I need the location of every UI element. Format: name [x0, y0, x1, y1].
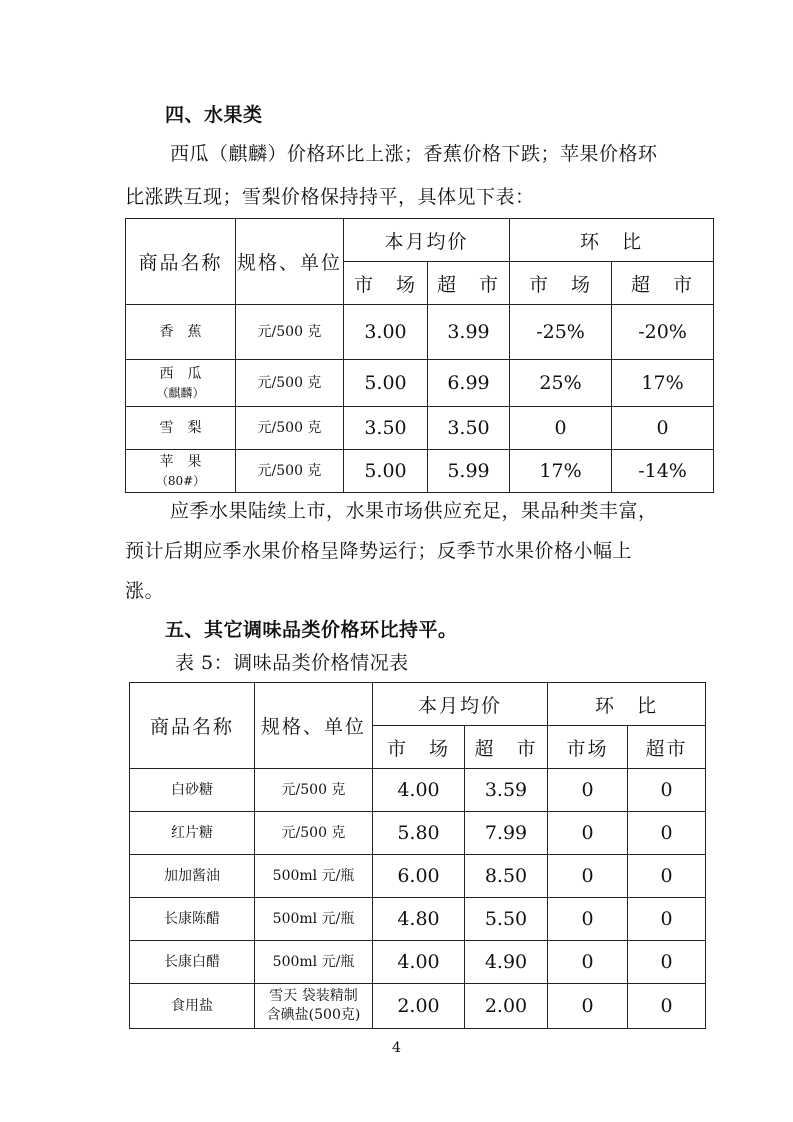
fruit-market-price: 3.50 — [344, 407, 428, 450]
table2-header-mom-market: 市场 — [548, 726, 628, 769]
seasoning-name: 红片糖 — [130, 812, 255, 855]
para2-line3: 涨。 — [125, 580, 165, 602]
fruit-spec: 元/500 克 — [236, 450, 344, 493]
table2-header-mom-super: 超市 — [628, 726, 706, 769]
seasoning-mom-market: 0 — [548, 984, 628, 1029]
table1-header-name: 商品名称 — [126, 219, 236, 305]
section4-intro-line1: 西瓜（麒麟）价格环比上涨；香蕉价格下跌；苹果价格环 — [170, 143, 658, 165]
seasoning-super-price: 8.50 — [465, 855, 548, 898]
table-row — [126, 305, 714, 360]
table1-header-mom-super: 超 市 — [612, 262, 714, 305]
seasoning-mom-market: 0 — [548, 941, 628, 984]
fruit-super-price: 6.99 — [428, 360, 510, 407]
seasoning-name: 加加酱油 — [130, 855, 255, 898]
table1-header-market: 市 场 — [344, 262, 428, 305]
seasoning-super-price: 2.00 — [465, 984, 548, 1029]
table1-header-mom: 环 比 — [510, 219, 714, 262]
seasoning-market-price: 4.80 — [373, 898, 465, 941]
seasoning-name: 食用盐 — [130, 984, 255, 1029]
fruit-name: 香 蕉 — [126, 305, 236, 360]
table-row — [130, 855, 706, 898]
fruit-name: 雪 梨 — [126, 407, 236, 450]
seasoning-market-price: 6.00 — [373, 855, 465, 898]
fruit-mom-market: 25% — [510, 360, 612, 407]
table2-header-avg: 本月均价 — [373, 683, 548, 726]
seasoning-spec: 雪天 袋装精制 含碘盐(500克) — [255, 984, 373, 1029]
seasoning-market-price: 5.80 — [373, 812, 465, 855]
fruit-mom-super: -14% — [612, 450, 714, 493]
table2-header-super: 超 市 — [465, 726, 548, 769]
seasoning-mom-market: 0 — [548, 812, 628, 855]
seasoning-mom-super: 0 — [628, 855, 706, 898]
seasoning-mom-market: 0 — [548, 769, 628, 812]
table2-header-spec: 规格、单位 — [255, 683, 373, 769]
fruit-super-price: 5.99 — [428, 450, 510, 493]
fruit-spec: 元/500 克 — [236, 407, 344, 450]
table1-header-super: 超 市 — [428, 262, 510, 305]
fruit-market-price: 5.00 — [344, 360, 428, 407]
section5-heading: 五、其它调味品类价格环比持平。 — [165, 619, 458, 641]
seasoning-super-price: 5.50 — [465, 898, 548, 941]
seasoning-mom-super: 0 — [628, 941, 706, 984]
seasoning-spec: 500ml 元/瓶 — [255, 941, 373, 984]
fruit-spec: 元/500 克 — [236, 360, 344, 407]
seasoning-super-price: 7.99 — [465, 812, 548, 855]
table2-header-name: 商品名称 — [130, 683, 255, 769]
seasoning-mom-super: 0 — [628, 769, 706, 812]
table-row — [130, 898, 706, 941]
para2-line1: 应季水果陆续上市，水果市场供应充足，果品种类丰富， — [170, 500, 658, 522]
table-row — [130, 941, 706, 984]
seasoning-name: 白砂糖 — [130, 769, 255, 812]
fruit-mom-market: 17% — [510, 450, 612, 493]
seasoning-mom-market: 0 — [548, 898, 628, 941]
table-row — [126, 407, 714, 450]
seasoning-super-price: 3.59 — [465, 769, 548, 812]
table1-header-spec: 规格、单位 — [236, 219, 344, 305]
seasoning-market-price: 2.00 — [373, 984, 465, 1029]
fruit-mom-market: -25% — [510, 305, 612, 360]
table2-header-mom: 环 比 — [548, 683, 706, 726]
seasoning-market-price: 4.00 — [373, 941, 465, 984]
seasoning-spec: 500ml 元/瓶 — [255, 855, 373, 898]
table-row — [130, 984, 706, 1029]
seasoning-market-price: 4.00 — [373, 769, 465, 812]
seasoning-mom-super: 0 — [628, 898, 706, 941]
fruit-mom-market: 0 — [510, 407, 612, 450]
seasoning-mom-super: 0 — [628, 812, 706, 855]
section4-heading: 四、水果类 — [165, 104, 263, 126]
fruit-market-price: 5.00 — [344, 450, 428, 493]
table-row — [126, 360, 714, 407]
fruit-market-price: 3.00 — [344, 305, 428, 360]
fruit-mom-super: 0 — [612, 407, 714, 450]
table2-header-market: 市 场 — [373, 726, 465, 769]
fruit-mom-super: -20% — [612, 305, 714, 360]
fruit-price-table — [125, 218, 714, 493]
seasoning-spec: 元/500 克 — [255, 769, 373, 812]
seasoning-mom-market: 0 — [548, 855, 628, 898]
table5-caption: 表 5：调味品类价格情况表 — [175, 652, 409, 674]
table1-header-avg: 本月均价 — [344, 219, 510, 262]
table-row — [126, 450, 714, 493]
fruit-super-price: 3.50 — [428, 407, 510, 450]
section4-intro-line2: 比涨跌互现；雪梨价格保持持平，具体见下表： — [125, 186, 535, 208]
seasoning-mom-super: 0 — [628, 984, 706, 1029]
fruit-spec: 元/500 克 — [236, 305, 344, 360]
page-number: 4 — [392, 1040, 401, 1056]
table1-header-mom-market: 市 场 — [510, 262, 612, 305]
table-row — [130, 812, 706, 855]
table-row — [130, 769, 706, 812]
fruit-name: 西 瓜 （麒麟） — [126, 360, 236, 407]
seasoning-spec: 元/500 克 — [255, 812, 373, 855]
seasoning-spec: 500ml 元/瓶 — [255, 898, 373, 941]
fruit-mom-super: 17% — [612, 360, 714, 407]
para2-line2: 预计后期应季水果价格呈降势运行；反季节水果价格小幅上 — [125, 540, 633, 562]
seasoning-name: 长康白醋 — [130, 941, 255, 984]
seasoning-super-price: 4.90 — [465, 941, 548, 984]
seasoning-name: 长康陈醋 — [130, 898, 255, 941]
fruit-name: 苹 果 （80#） — [126, 450, 236, 493]
seasoning-price-table — [129, 682, 706, 1029]
fruit-super-price: 3.99 — [428, 305, 510, 360]
